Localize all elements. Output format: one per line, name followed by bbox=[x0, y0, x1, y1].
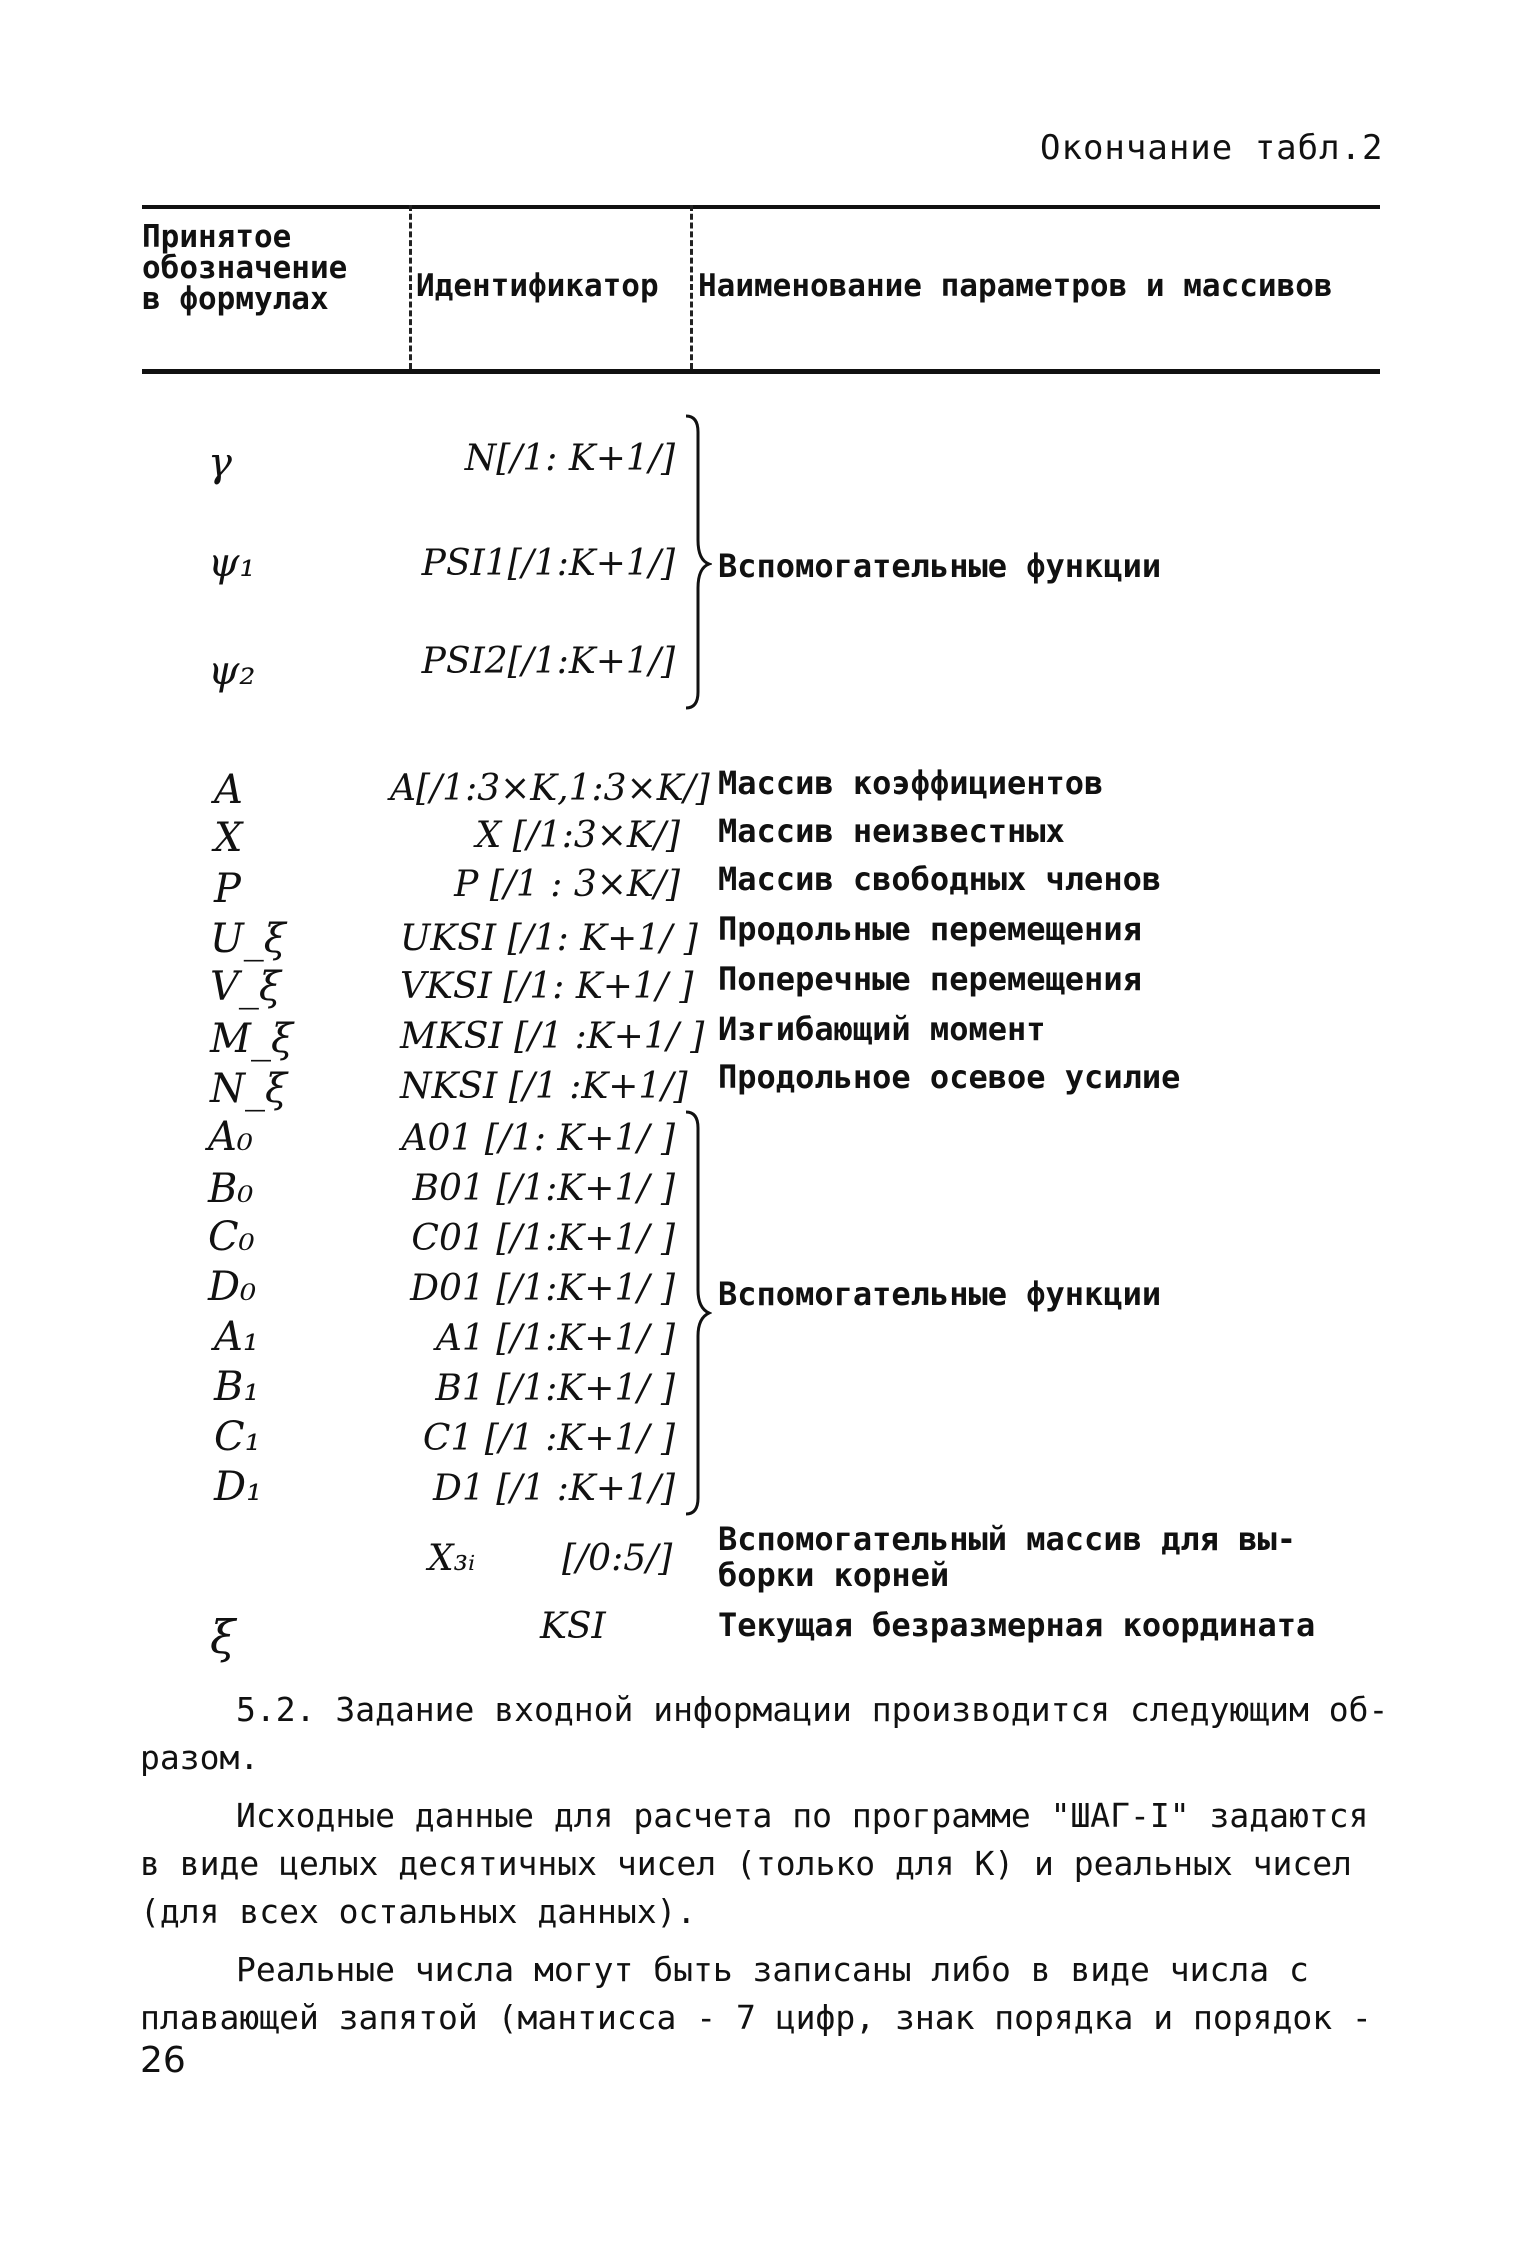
column-divider-2 bbox=[690, 205, 693, 369]
symbol-a1: A₁ bbox=[214, 1314, 259, 1360]
identifier-nksi: NKSI [/1 :K+1/] bbox=[400, 1066, 688, 1107]
header-name: Наименование параметров и массивов bbox=[698, 268, 1333, 304]
identifier-x3i-range: [/0:5/] bbox=[562, 1538, 673, 1579]
identifier-p: P [/1 : 3×K/] bbox=[454, 864, 680, 905]
identifier-b1: B1 [/1:K+1/ ] bbox=[435, 1368, 675, 1409]
identifier-x: X [/1:3×K/] bbox=[475, 815, 680, 856]
description-nksi: Продольное осевое усилие bbox=[718, 1058, 1181, 1096]
paragraph-line-1: 5.2. Задание входной информации производится следующим об- bbox=[236, 1690, 1389, 1729]
symbol-b0: B₀ bbox=[208, 1166, 254, 1212]
header-identifier: Идентификатор bbox=[416, 268, 659, 304]
paragraph-line-4: в виде целых десятичных чисел (только для К) и реальных чисел bbox=[140, 1844, 1352, 1883]
header-notation: Принятое обозначение в формулах bbox=[142, 219, 348, 317]
symbol-m: M_ξ bbox=[210, 1016, 293, 1062]
identifier-vksi: VKSI [/1: K+1/ ] bbox=[400, 966, 694, 1007]
symbol-a0: A₀ bbox=[208, 1114, 253, 1160]
symbol-c0: C₀ bbox=[208, 1214, 255, 1260]
group2-description: Вспомогательные функции bbox=[718, 1275, 1162, 1313]
symbol-n: N_ξ bbox=[210, 1066, 288, 1112]
symbol-c1: C₁ bbox=[214, 1414, 261, 1460]
page-number: 26 bbox=[140, 2040, 186, 2081]
identifier-uksi: UKSI [/1: K+1/ ] bbox=[400, 918, 698, 959]
group1-description: Вспомогательные функции bbox=[718, 547, 1162, 585]
symbol-d1: D₁ bbox=[214, 1464, 263, 1510]
symbol-x: X bbox=[214, 815, 243, 861]
identifier-a1: A1 [/1:K+1/ ] bbox=[435, 1318, 675, 1359]
paragraph-line-2: разом. bbox=[140, 1738, 260, 1777]
identifier-d01: D01 [/1:K+1/ ] bbox=[410, 1268, 675, 1309]
identifier-psi2: PSI2[/1:K+1/] bbox=[421, 641, 675, 682]
identifier-n: N[/1: K+1/] bbox=[464, 438, 675, 479]
description-x3i-line1: Вспомогательный массив для вы- bbox=[718, 1520, 1296, 1558]
paragraph-line-5: (для всех остальных данных). bbox=[140, 1892, 697, 1931]
symbol-v: V_ξ bbox=[210, 964, 281, 1010]
identifier-x3i: X₃ᵢ bbox=[428, 1538, 476, 1579]
paragraph-line-3: Исходные данные для расчета по программе "ШАГ-I" задаются bbox=[236, 1796, 1369, 1835]
symbol-p: P bbox=[214, 866, 241, 912]
description-vksi: Поперечные перемещения bbox=[718, 960, 1142, 998]
identifier-a01: A01 [/1: K+1/ ] bbox=[401, 1118, 675, 1159]
paragraph-line-7: плавающей запятой (мантисса - 7 цифр, знак порядка и порядок - bbox=[140, 1998, 1372, 2037]
description-a: Массив коэффициентов bbox=[718, 764, 1104, 802]
table-header-rule bbox=[142, 369, 1380, 374]
symbol-u: U_ξ bbox=[210, 916, 286, 962]
column-divider-1 bbox=[409, 205, 412, 369]
symbol-psi2: ψ₂ bbox=[208, 648, 256, 694]
symbol-d0: D₀ bbox=[208, 1264, 257, 1310]
identifier-d1: D1 [/1 :K+1/] bbox=[433, 1468, 675, 1509]
symbol-gamma: γ bbox=[208, 440, 232, 486]
table-caption: Окончание табл.2 bbox=[1040, 128, 1384, 168]
description-p: Массив свободных членов bbox=[718, 860, 1162, 898]
identifier-c01: C01 [/1:K+1/ ] bbox=[411, 1218, 675, 1259]
symbol-b1: B₁ bbox=[214, 1364, 260, 1410]
identifier-psi1: PSI1[/1:K+1/] bbox=[421, 543, 675, 584]
symbol-ksi: ξ bbox=[210, 1610, 236, 1664]
identifier-ksi: KSI bbox=[540, 1606, 606, 1647]
table-top-rule bbox=[142, 205, 1380, 209]
identifier-b01: B01 [/1:K+1/ ] bbox=[412, 1168, 675, 1209]
description-mksi: Изгибающий момент bbox=[718, 1010, 1046, 1048]
description-uksi: Продольные перемещения bbox=[718, 910, 1142, 948]
group1-brace bbox=[682, 412, 712, 712]
identifier-c1: C1 [/1 :K+1/ ] bbox=[422, 1418, 675, 1459]
description-ksi: Текущая безразмерная координата bbox=[718, 1606, 1316, 1644]
paragraph-line-6: Реальные числа могут быть записаны либо в виде числа с bbox=[236, 1950, 1309, 1989]
symbol-a: A bbox=[214, 767, 243, 813]
identifier-mksi: MKSI [/1 :K+1/ ] bbox=[400, 1016, 705, 1057]
description-x3i-line2: борки корней bbox=[718, 1556, 950, 1594]
identifier-a: A[/1:3×K,1:3×K/] bbox=[390, 768, 710, 809]
symbol-psi1: ψ₁ bbox=[208, 540, 256, 586]
description-x: Массив неизвестных bbox=[718, 812, 1065, 850]
group2-brace bbox=[682, 1108, 712, 1518]
